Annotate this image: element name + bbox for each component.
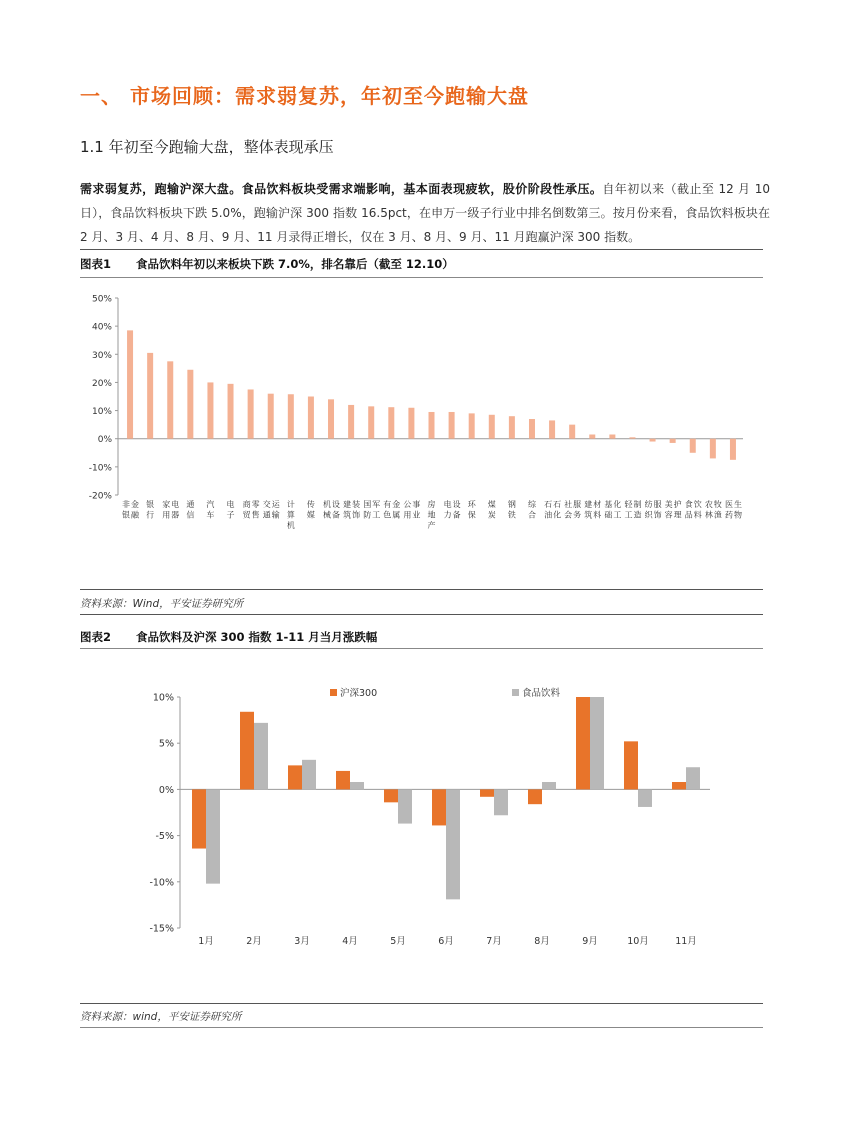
chart2-bar-food-beverage — [638, 789, 652, 807]
svg-text:色: 色 — [383, 510, 392, 520]
chart2-bar-hs300 — [336, 771, 350, 789]
chart1-x-tick-label — [468, 500, 477, 520]
svg-text:筑: 筑 — [343, 510, 352, 520]
chart2-bar-food-beverage — [686, 767, 700, 789]
figure2-title: 食品饮料及沪深 300 指数 1-11 月当月涨跌幅 — [136, 630, 378, 644]
figure1-header-rule — [80, 277, 763, 278]
svg-text:工: 工 — [624, 510, 633, 520]
chart1-bar — [650, 439, 656, 442]
svg-text:料: 料 — [593, 510, 602, 520]
chart2-y-tick-label: -15% — [149, 923, 174, 935]
svg-text:材: 材 — [593, 500, 602, 509]
svg-text:林: 林 — [704, 510, 713, 520]
svg-text:售: 售 — [251, 510, 260, 520]
svg-text:业: 业 — [412, 510, 421, 520]
svg-text:银: 银 — [122, 510, 131, 520]
chart1-y-tick-label: 30% — [91, 350, 112, 361]
chart1-bar — [248, 389, 254, 438]
chart2-bar-hs300 — [288, 765, 302, 789]
chart1-x-tick-label — [206, 499, 214, 520]
chart1-bar — [549, 420, 555, 438]
svg-text:保: 保 — [467, 510, 476, 520]
chart1-x-tick-label — [307, 499, 315, 520]
chart2-y-tick-label: 0% — [158, 784, 174, 796]
chart2-bar-food-beverage — [542, 782, 556, 789]
svg-text:用: 用 — [403, 510, 412, 520]
svg-text:器: 器 — [171, 510, 180, 520]
svg-text:工: 工 — [613, 510, 622, 520]
chart1-x-tick-label — [146, 499, 154, 520]
chart2-bar-food-beverage — [494, 789, 508, 815]
chart1-y-tick-label: 40% — [91, 322, 112, 333]
chart2-x-tick-label: 2月 — [246, 936, 262, 947]
chart2-bar-hs300 — [672, 782, 686, 789]
figure2-source: 资料来源：wind，平安证券研究所 — [80, 1011, 242, 1023]
figure2-top-rule — [80, 614, 763, 615]
svg-text:医: 医 — [724, 500, 733, 509]
svg-text:饰: 饰 — [653, 510, 662, 520]
svg-text:容: 容 — [664, 510, 673, 520]
chart1-bar — [489, 415, 495, 439]
chart2-y-tick-label: 5% — [158, 738, 174, 750]
svg-text:会: 会 — [564, 510, 573, 520]
svg-text:建: 建 — [343, 500, 352, 509]
svg-text:防: 防 — [363, 510, 372, 520]
chart2-bar-food-beverage — [302, 760, 316, 790]
body-paragraph — [80, 177, 770, 249]
figure2-bar-chart — [80, 680, 763, 960]
chart2-bar-hs300 — [432, 789, 446, 825]
chart1-bar — [710, 439, 716, 459]
svg-text:媒: 媒 — [306, 510, 315, 520]
svg-text:装: 装 — [352, 500, 361, 509]
subsection-heading: 1.1 年初至今跑输大盘，整体表现承压 — [80, 138, 334, 156]
chart1-x-tick-label — [508, 499, 516, 520]
svg-text:汽: 汽 — [206, 500, 215, 509]
chart1-x-tick-label — [685, 499, 702, 520]
svg-text:服: 服 — [653, 500, 662, 509]
figure2-bottom-rule — [80, 1003, 763, 1004]
chart1-x-tick-label — [287, 499, 295, 530]
svg-text:地: 地 — [427, 510, 436, 520]
svg-text:融: 融 — [131, 510, 140, 520]
chart1-bar — [147, 353, 153, 439]
svg-text:纺: 纺 — [644, 500, 653, 509]
chart1-bar — [609, 434, 615, 438]
svg-text:备: 备 — [332, 510, 341, 520]
svg-text:属: 属 — [392, 510, 401, 520]
chart1-x-tick-label — [243, 499, 260, 520]
svg-text:军: 军 — [372, 500, 381, 509]
chart1-bar — [308, 397, 314, 439]
chart2-bar-food-beverage — [206, 789, 220, 883]
svg-text:服: 服 — [573, 500, 582, 509]
chart1-x-tick-label — [323, 499, 340, 520]
chart2-y-tick-label: -5% — [155, 831, 174, 843]
svg-text:炭: 炭 — [487, 510, 496, 520]
svg-text:食: 食 — [684, 500, 693, 509]
chart2-bar-food-beverage — [446, 789, 460, 899]
chart1-x-tick-label — [343, 499, 360, 520]
chart1-bar — [589, 434, 595, 438]
svg-text:美: 美 — [664, 500, 673, 509]
svg-text:础: 础 — [604, 510, 613, 520]
svg-text:基: 基 — [604, 500, 613, 509]
svg-text:制: 制 — [633, 500, 642, 509]
svg-text:电: 电 — [226, 500, 235, 509]
chart1-y-tick-label: 20% — [91, 378, 112, 389]
svg-text:煤: 煤 — [487, 500, 496, 509]
svg-text:务: 务 — [573, 510, 582, 520]
svg-text:备: 备 — [452, 510, 461, 520]
svg-text:石: 石 — [544, 500, 553, 509]
svg-text:运: 运 — [271, 500, 280, 509]
svg-text:化: 化 — [553, 510, 562, 520]
chart2-bar-food-beverage — [590, 697, 604, 789]
svg-text:车: 车 — [206, 510, 215, 520]
chart1-x-tick-label — [263, 499, 281, 520]
svg-text:石: 石 — [553, 500, 562, 509]
chart1-bar — [408, 408, 414, 439]
figure1-label: 图表1 — [80, 257, 112, 271]
svg-text:输: 输 — [271, 510, 280, 520]
chart1-bar — [368, 406, 374, 438]
chart2-y-tick-label: 10% — [152, 692, 174, 704]
chart2-x-tick-label: 1月 — [198, 936, 214, 947]
chart2-x-tick-label: 4月 — [342, 936, 358, 947]
svg-text:电: 电 — [171, 500, 180, 509]
svg-text:机: 机 — [323, 500, 332, 509]
chart1-y-tick-label: 0% — [97, 435, 112, 446]
chart2-legend-swatch — [512, 689, 519, 696]
chart2-bar-food-beverage — [398, 789, 412, 823]
figure1-source: 资料来源：Wind，平安证券研究所 — [80, 598, 244, 610]
svg-text:钢: 钢 — [507, 500, 516, 509]
chart1-x-tick-label — [624, 499, 641, 520]
svg-text:房: 房 — [427, 500, 436, 509]
chart1-x-tick-label — [363, 500, 380, 520]
svg-text:合: 合 — [527, 510, 536, 520]
svg-text:物: 物 — [733, 510, 742, 520]
svg-text:通: 通 — [186, 500, 195, 509]
chart1-bar — [328, 399, 334, 438]
chart1-x-tick-label — [186, 499, 194, 520]
chart1-bar — [127, 330, 133, 438]
chart1-x-tick-label — [122, 499, 140, 520]
svg-text:化: 化 — [613, 500, 622, 509]
chart2-bar-hs300 — [576, 697, 590, 789]
svg-text:零: 零 — [251, 500, 260, 509]
chart1-y-tick-label: -20% — [88, 491, 112, 502]
svg-text:通: 通 — [262, 510, 271, 520]
chart1-x-tick-label — [488, 499, 496, 520]
chart1-x-tick-label — [584, 499, 601, 520]
chart2-bar-hs300 — [384, 789, 398, 802]
svg-text:渔: 渔 — [713, 510, 722, 520]
svg-text:银: 银 — [146, 500, 155, 509]
chart2-x-tick-label: 5月 — [390, 936, 406, 947]
svg-text:电: 电 — [443, 500, 452, 509]
chart1-x-tick-label — [564, 499, 581, 520]
chart1-bar — [388, 407, 394, 439]
chart2-bar-food-beverage — [350, 782, 364, 789]
svg-text:料: 料 — [693, 510, 702, 520]
chart1-x-tick-label — [665, 499, 682, 520]
chart1-bar — [670, 439, 676, 443]
chart1-x-tick-label — [383, 499, 400, 520]
svg-text:生: 生 — [733, 500, 742, 509]
chart1-x-tick-label — [725, 499, 742, 520]
svg-text:传: 传 — [306, 500, 315, 509]
chart1-y-tick-label: 10% — [91, 407, 112, 418]
svg-text:轻: 轻 — [624, 500, 633, 509]
chart2-bar-hs300 — [528, 789, 542, 804]
svg-text:算: 算 — [286, 510, 295, 520]
svg-text:药: 药 — [724, 510, 733, 520]
svg-text:金: 金 — [392, 500, 401, 509]
svg-text:造: 造 — [633, 510, 642, 520]
svg-text:计: 计 — [286, 500, 295, 509]
svg-text:铁: 铁 — [507, 510, 516, 520]
chart2-legend-swatch — [330, 689, 337, 696]
svg-text:品: 品 — [684, 510, 693, 520]
chart1-x-tick-label — [227, 499, 235, 520]
svg-text:工: 工 — [372, 510, 381, 520]
chart1-bar — [207, 382, 213, 438]
chart2-x-tick-label: 3月 — [294, 936, 310, 947]
chart1-x-tick-label — [528, 499, 537, 520]
chart2-bar-hs300 — [192, 789, 206, 848]
svg-text:家: 家 — [162, 500, 171, 509]
chart2-bar-food-beverage — [254, 723, 268, 790]
chart1-bar — [167, 361, 173, 438]
figure2-label: 图表2 — [80, 630, 112, 644]
figure2-header-rule — [80, 648, 763, 649]
svg-text:设: 设 — [452, 500, 461, 509]
figure1-bar-chart — [80, 285, 763, 580]
svg-text:饰: 饰 — [352, 510, 361, 520]
svg-text:商: 商 — [242, 500, 251, 509]
chart1-bar — [730, 439, 736, 460]
chart1-bar — [348, 405, 354, 439]
figure1-title-line — [80, 256, 454, 272]
chart2-x-tick-label: 11月 — [675, 936, 697, 947]
chart2-legend-label: 沪深300 — [340, 688, 378, 699]
svg-text:织: 织 — [644, 510, 653, 520]
chart1-bar — [288, 394, 294, 438]
chart1-bar — [629, 437, 635, 438]
chart2-x-tick-label: 9月 — [582, 936, 598, 947]
chart1-bar — [529, 419, 535, 439]
svg-text:金: 金 — [131, 500, 140, 509]
figure1-title: 食品饮料年初以来板块下跌 7.0%，排名靠后（截至 12.10） — [136, 257, 454, 271]
svg-text:建: 建 — [584, 500, 593, 509]
chart2-legend-label: 食品饮料 — [522, 688, 561, 699]
svg-text:机: 机 — [286, 521, 295, 530]
svg-text:综: 综 — [527, 500, 536, 509]
svg-text:牧: 牧 — [713, 500, 722, 509]
svg-text:筑: 筑 — [584, 510, 593, 520]
chart1-bar — [690, 439, 696, 453]
svg-text:国: 国 — [363, 500, 372, 509]
svg-text:事: 事 — [412, 500, 421, 509]
chart1-x-tick-label — [544, 500, 561, 520]
chart2-bar-hs300 — [480, 789, 494, 796]
chart2-x-tick-label: 8月 — [534, 936, 550, 947]
chart1-x-tick-label — [428, 499, 436, 530]
figure2-end-rule — [80, 1027, 763, 1028]
paragraph-lead: 需求弱复苏，跑输沪深大盘。食品饮料板块受需求端影响，基本面表现疲软，股价阶段性承压。 — [80, 182, 603, 196]
chart1-x-tick-label — [604, 499, 621, 520]
chart1-y-tick-label: 50% — [91, 294, 112, 305]
chart1-x-tick-label — [444, 499, 461, 520]
chart2-bar-hs300 — [240, 712, 254, 790]
svg-text:行: 行 — [146, 510, 155, 520]
svg-text:护: 护 — [673, 500, 682, 509]
chart1-x-tick-label — [705, 499, 722, 520]
svg-text:油: 油 — [544, 510, 553, 520]
svg-text:公: 公 — [403, 500, 412, 509]
chart2-y-tick-label: -10% — [149, 877, 174, 889]
figure2-title-line — [80, 629, 377, 645]
chart2-x-tick-label: 7月 — [486, 936, 502, 947]
svg-text:子: 子 — [226, 510, 235, 520]
svg-text:环: 环 — [467, 500, 476, 509]
chart2-bar-hs300 — [624, 741, 638, 789]
svg-text:力: 力 — [443, 510, 452, 520]
paragraph-body: 自年初以来（截止至 12 月 10 日），食品饮料板块下跌 5.0%，跑输沪深 300 指数 16.5pct，在申万一级子行业中排名倒数第三。按月份来看，食品饮料板块在 2 月、3 月、4 月、8 月、9 月、11 月录得正增长，仅在 3 月、8 月、9 月、11 月跑赢沪深 300 指数。 — [80, 182, 771, 244]
chart1-bar — [469, 413, 475, 438]
svg-text:贸: 贸 — [242, 510, 251, 520]
svg-text:设: 设 — [332, 500, 341, 509]
chart1-x-tick-label — [162, 499, 179, 520]
chart1-x-tick-label — [403, 499, 420, 520]
svg-text:交: 交 — [262, 500, 271, 509]
section-heading: 一、 市场回顾：需求弱复苏，年初至今跑输大盘 — [80, 84, 529, 108]
svg-text:械: 械 — [323, 510, 332, 520]
svg-text:产: 产 — [427, 521, 436, 530]
chart1-bar — [228, 384, 234, 439]
chart2-x-tick-label: 6月 — [438, 936, 454, 947]
svg-text:理: 理 — [673, 510, 682, 520]
chart1-bar — [509, 416, 515, 439]
figure1-bottom-rule — [80, 589, 763, 590]
svg-text:农: 农 — [704, 500, 713, 509]
chart1-bar — [449, 412, 455, 439]
chart2-x-tick-label: 10月 — [627, 936, 649, 947]
svg-text:非: 非 — [122, 500, 131, 509]
figure1-top-rule — [80, 249, 763, 250]
svg-text:饮: 饮 — [693, 500, 702, 509]
svg-text:信: 信 — [186, 510, 195, 520]
svg-text:社: 社 — [564, 500, 573, 509]
chart1-y-tick-label: -10% — [88, 463, 112, 474]
chart1-x-tick-label — [645, 499, 662, 520]
chart1-bar — [429, 412, 435, 439]
svg-text:有: 有 — [383, 500, 392, 509]
chart1-bar — [268, 394, 274, 439]
chart1-bar — [569, 425, 575, 439]
chart1-bar — [187, 370, 193, 439]
svg-text:用: 用 — [162, 510, 171, 520]
